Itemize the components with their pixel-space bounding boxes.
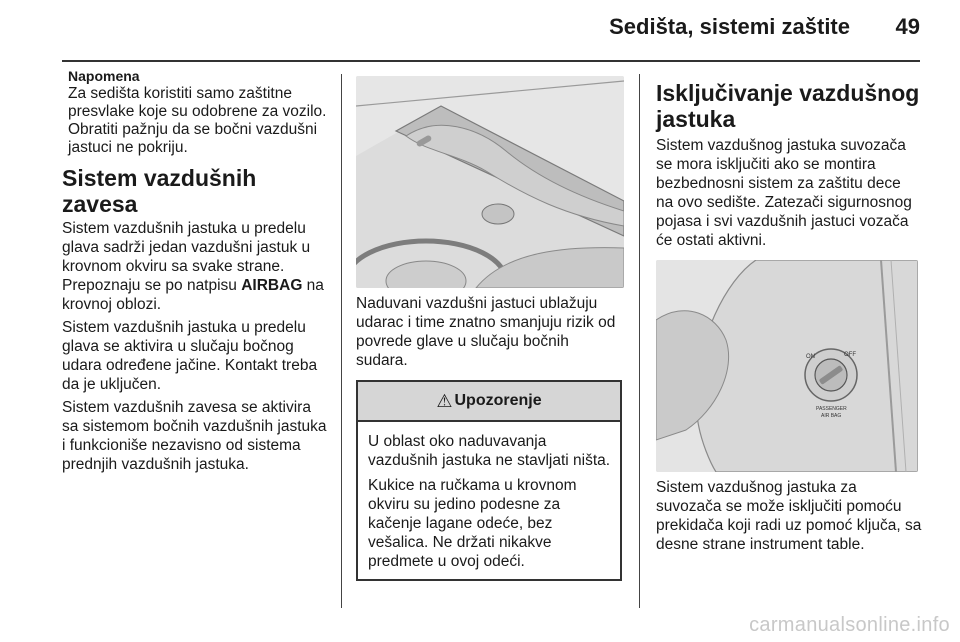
switch-passenger-label: PASSENGER [816,406,847,412]
warning-box [356,380,622,581]
curtain-airbag-illustration [356,76,624,288]
warning-header [358,382,620,422]
watermark: carmanualsonline.info [749,614,950,636]
paragraph-curtain-1: Sistem vazdušnih jastuka u predelu glava sadrži jedan vazdušni jastuk u krovnom okviru sa svake strane. Prepoznaju se po natpisu AIRBAG na krovnoj oblozi. [62,220,324,313]
switch-off-label: OFF [844,352,856,358]
warning-title: Upozorenje [454,392,542,409]
warning-text-1: U oblast oko naduvavanja vazdušnih jastuka ne stavljati ništa. [368,433,611,469]
section-heading-curtain-airbag: Sistem vazdušnih zavesa [62,165,257,217]
note-box [62,68,330,157]
airbag-switch-illustration [656,260,918,472]
airbag-label: AIRBAG [241,277,303,294]
warning-triangle-icon: ⚠ [436,390,453,411]
warning-text-2: Kukice na ručkama u krovnom okviru su jedino podesne za kačenje lagane odeće, bez vešalica. Ne držati nikakve predmete u ovoj odeći. [368,477,577,570]
note-text: Za sedišta koristiti samo zaštitne presvlake koje su odobrene za vozilo. Obratiti pažnju da se bočni vazdušni jastuci ne pokriju. [68,85,327,156]
column-2 [356,76,624,581]
column-1 [62,68,330,474]
paragraph-deactivation: Sistem vazdušnog jastuka suvozača se mora isključiti ako se montira bezbednosni sistem za zaštitu dece na ovo sedište. Zatezači sigurnosnog pojasa i svi vazdušnih jastuci vozača će ostati aktivni. [656,137,912,249]
paragraph-curtain-2: Sistem vazdušnih jastuka u predelu glava se aktivira u slučaju bočnog udara određene jačine. Kontakt treba da je uključen. [62,319,318,393]
page-number: 49 [895,14,920,39]
section-heading-deactivation: Isključivanje vazdušnog jastuka [656,80,920,132]
curtain-airbag-drawing [356,76,624,288]
switch-airbag-label: AIR BAG [821,413,842,419]
figure-caption-curtain: Naduvani vazdušni jastuci ublažuju udarac i time znatno smanjuju rizik od povrede glave u slučaju bočnih sudara. [356,295,616,369]
column-3 [656,68,922,554]
figure-caption-switch: Sistem vazdušnog jastuka za suvozača se može isključiti pomoću prekidača koji radi uz pomoć ključa, sa desne strane instrument table. [656,479,922,553]
page-header-title: Sedišta, sistemi zaštite [609,14,850,39]
note-title: Napomena [68,68,140,84]
warning-body [358,422,620,579]
header-divider [62,60,920,62]
airbag-switch-drawing [656,260,918,472]
paragraph-curtain-3: Sistem vazdušnih zavesa se aktivira sa sistemom bočnih vazdušnih jastuka i funkcioniše nezavisno od sistema prednjih vazdušnih jastuka. [62,399,327,473]
column-divider-2 [639,74,640,608]
column-divider-1 [341,74,342,608]
switch-on-label: ON [806,354,815,360]
